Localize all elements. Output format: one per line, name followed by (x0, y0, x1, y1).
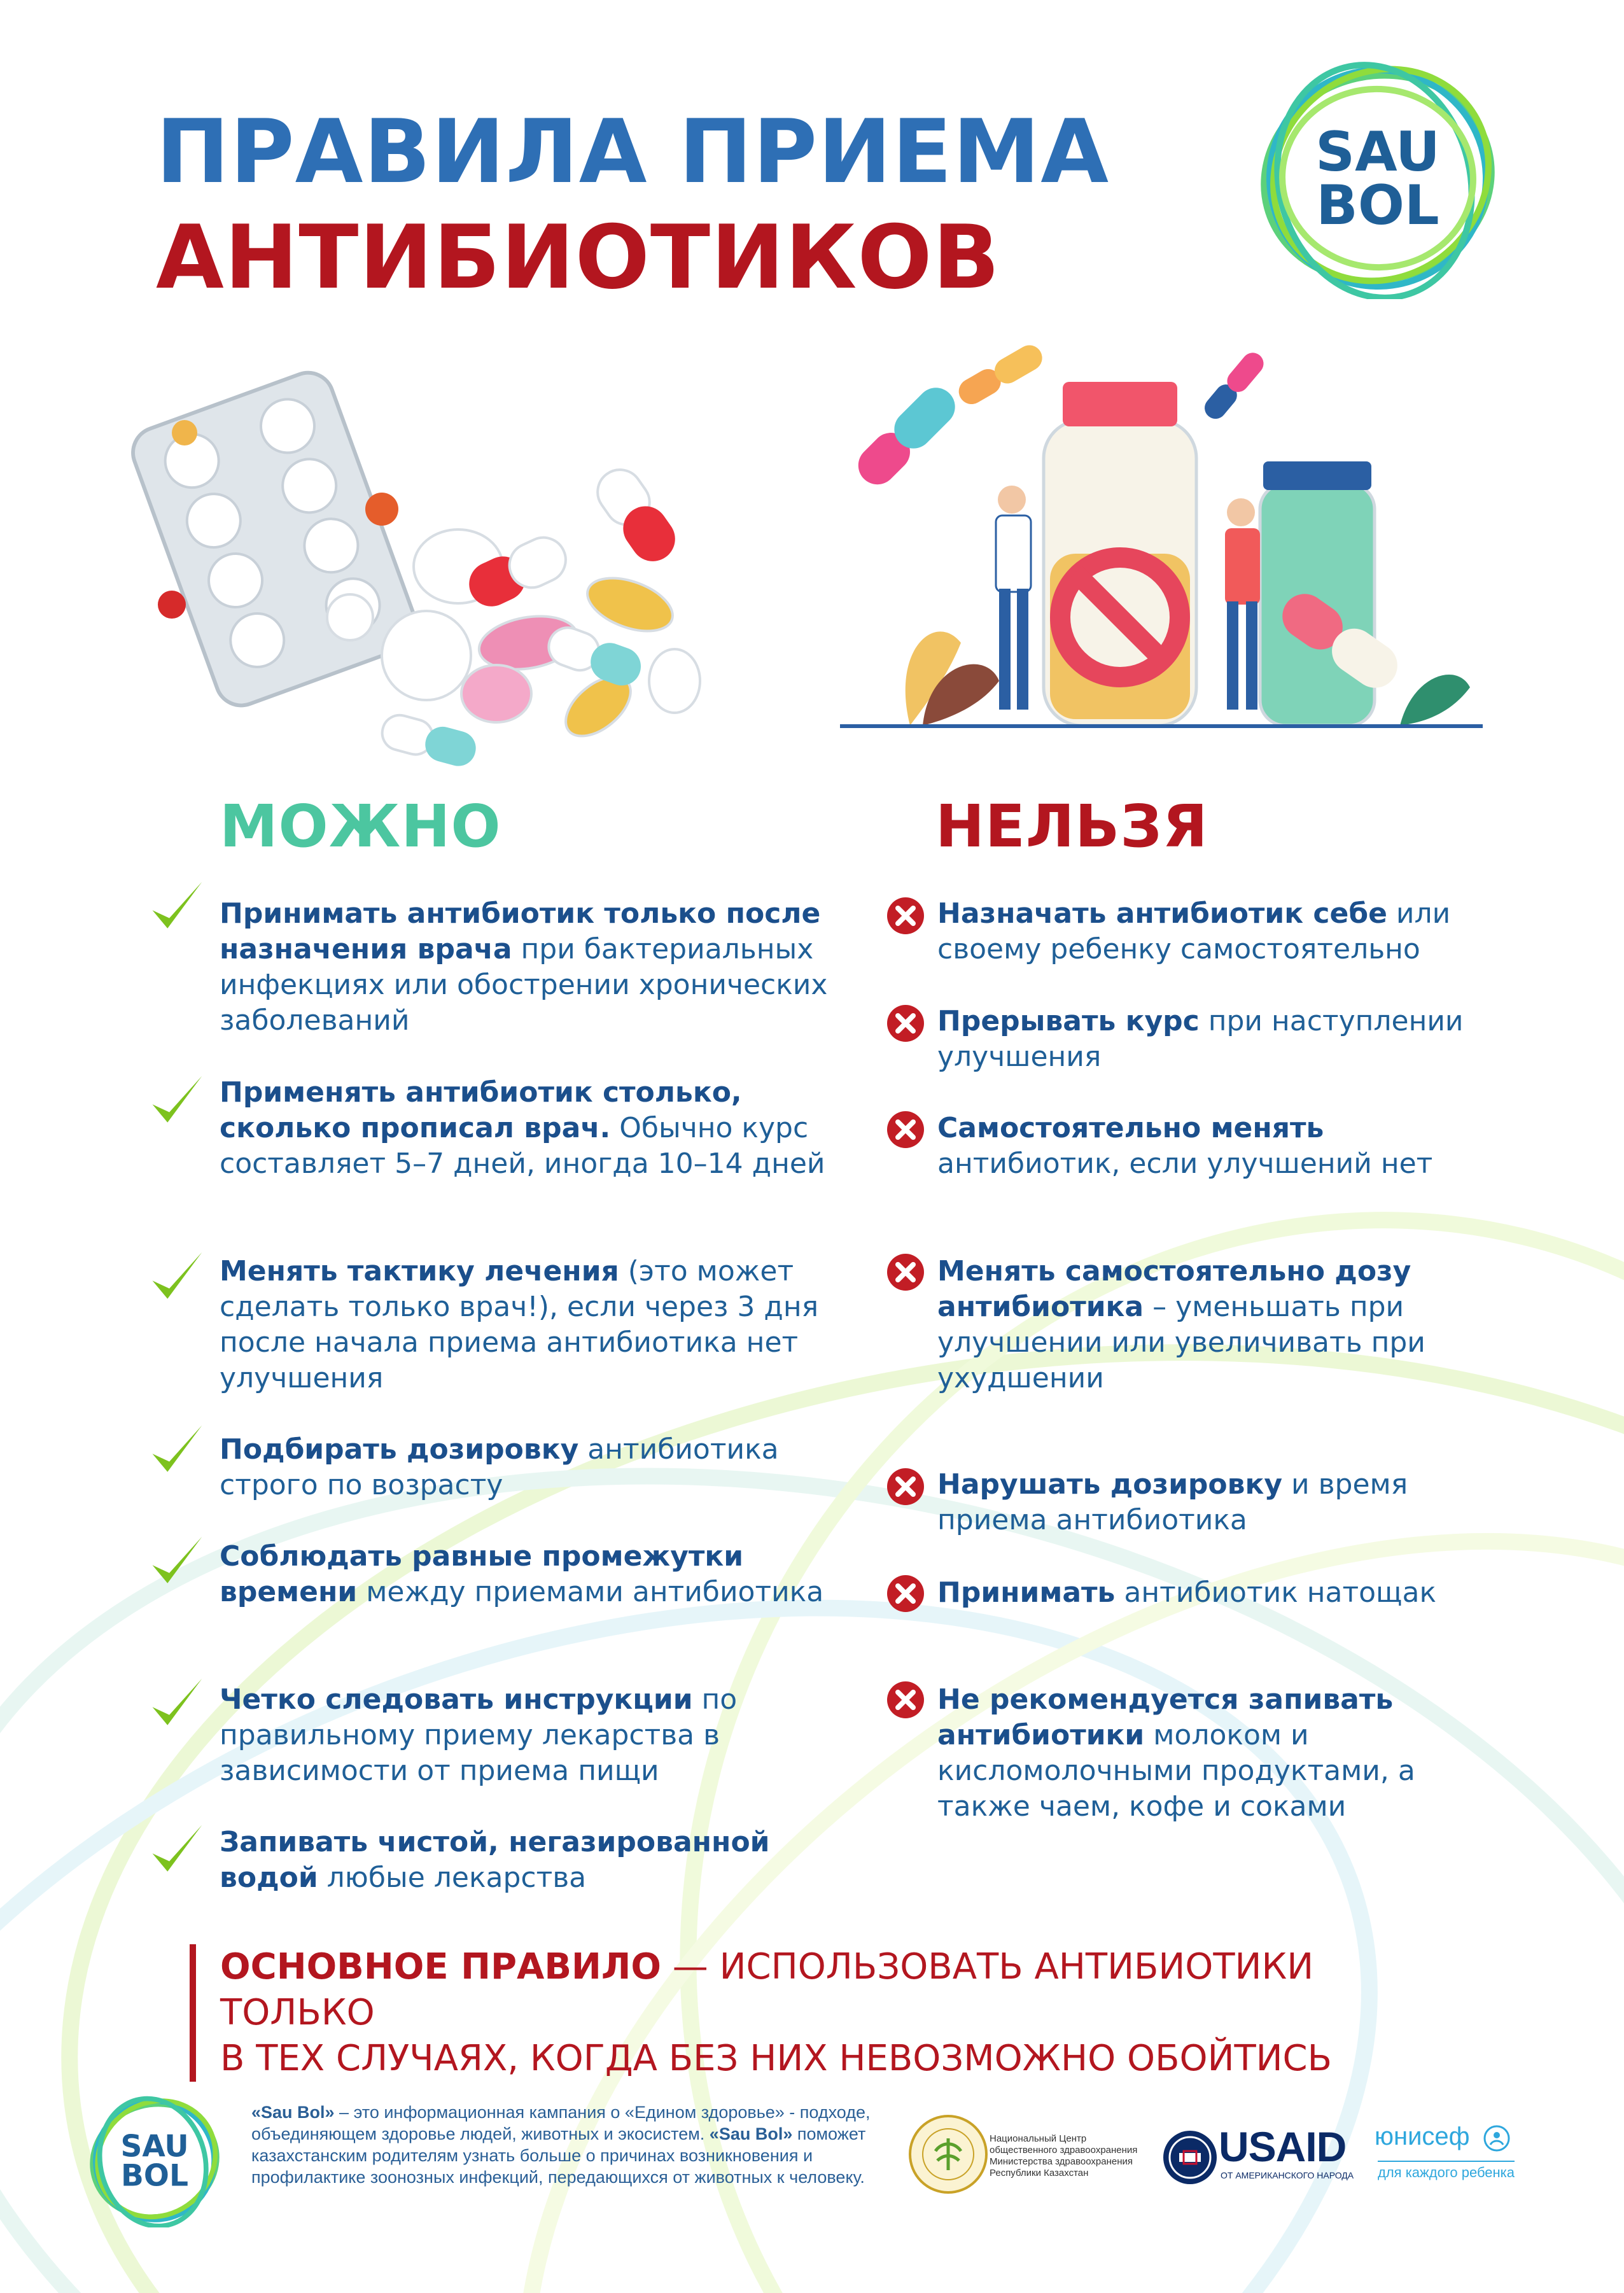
saubol-logo (1244, 57, 1511, 299)
cannot-item-7-bold: Не рекомендуется запивать антибиотики (937, 1683, 1394, 1751)
cross-icon (886, 1467, 925, 1506)
saubol-logo-small (81, 2094, 228, 2227)
cannot-item-2-bold: Прерывать курс (937, 1005, 1200, 1037)
can-heading: МОЖНО (220, 792, 501, 860)
cross-icon (886, 1252, 925, 1292)
pills-illustration (127, 350, 764, 796)
cross-icon (886, 1680, 925, 1720)
unicef-emblem-icon (1483, 2124, 1511, 2152)
national-center-text: Национальный Центр общественного здравоохранения Министерства здравоохранения Республики Казахстан (990, 2133, 1138, 2178)
forbidden-illustration (840, 344, 1483, 751)
page-title (156, 101, 1110, 309)
check-icon (146, 1674, 207, 1734)
usaid-wordmark: USAID (1219, 2123, 1347, 2170)
unicef-subtitle: для каждого ребенка (1378, 2161, 1515, 2181)
can-item-4-text: антибиотика строго по возрасту (220, 1433, 779, 1501)
can-item-6-bold: Четко следовать инструкции (220, 1683, 693, 1716)
can-item-5 (220, 1539, 830, 1610)
footer-description (251, 2101, 900, 2188)
cannot-item-3-bold: Самостоятельно менять (937, 1112, 1324, 1144)
can-item-3 (220, 1254, 830, 1396)
can-item-7-text: любые лекарства (318, 1862, 587, 1894)
check-icon (146, 1820, 207, 1881)
cannot-item-3-text: антибиотик, если улучшений нет (937, 1147, 1433, 1180)
cannot-item-3 (937, 1111, 1510, 1182)
can-item-5-text: между приемами антибиотика (357, 1576, 824, 1608)
can-item-3-text: (это может сделать только врач!), если через 3 дня после начала приема антибиотика нет улучшения (220, 1255, 819, 1394)
cannot-item-4-text: – уменьшать при улучшении или увеличивать при ухудшении (937, 1291, 1425, 1394)
title-line-2: АНТИБИОТИКОВ (156, 206, 1000, 309)
logo-text-1: SAU (1315, 120, 1440, 184)
can-item-5-bold: Соблюдать равные промежутки времени (220, 1540, 744, 1608)
can-item-4-bold: Подбирать дозировку (220, 1433, 579, 1466)
cannot-item-5-text: и время приема антибиотика (937, 1468, 1408, 1536)
cannot-item-4-bold: Менять самостоятельно дозу антибиотика (937, 1255, 1411, 1323)
cannot-item-1-text: или своему ребенку самостоятельно (937, 897, 1451, 965)
cross-icon (886, 1004, 925, 1043)
cannot-item-6 (937, 1575, 1510, 1611)
check-icon (146, 877, 207, 937)
can-item-1-text: при бактериальных инфекциях или обострении хронических заболеваний (220, 933, 828, 1037)
cannot-item-7 (937, 1682, 1510, 1825)
can-item-6 (220, 1682, 830, 1789)
footer-text-2: поможет казахстанским родителям узнать больше о причинах возникновения и профилактике зоонозных инфекций, передающихся от животных к человеку. (251, 2124, 866, 2187)
unicef-wordmark: юнисеф (1375, 2122, 1470, 2150)
check-icon (146, 1247, 207, 1308)
check-icon (146, 1532, 207, 1592)
can-item-4 (220, 1432, 830, 1503)
usaid-subtitle: ОТ АМЕРИКАНСКОГО НАРОДА (1221, 2170, 1354, 2180)
cannot-item-5-bold: Нарушать дозировку (937, 1468, 1283, 1501)
cannot-item-1 (937, 896, 1510, 967)
cross-icon (886, 896, 925, 936)
cannot-item-2-text: при наступлении улучшения (937, 1005, 1464, 1073)
can-item-2-bold: Применять антибиотик столько, сколько прописал врач. (220, 1076, 742, 1144)
can-item-6-text: по правильному приему лекарства в зависимости от приема пищи (220, 1683, 738, 1787)
cannot-item-6-bold: Принимать (937, 1576, 1116, 1609)
cannot-item-6-text: антибиотик натощак (1115, 1576, 1437, 1609)
title-line-1: ПРАВИЛА ПРИЕМА (156, 101, 1110, 203)
main-rule-text-1: — ИСПОЛЬЗОВАТЬ АНТИБИОТИКИ ТОЛЬКО (220, 1946, 1314, 2033)
check-icon (146, 1420, 207, 1481)
cannot-item-7-text: молоком и кисломолочными продуктами, а также чаем, кофе и соками (937, 1719, 1415, 1823)
cannot-item-5 (937, 1467, 1510, 1538)
logo-small-text-1: SAU (120, 2129, 189, 2164)
main-rule (190, 1944, 1462, 2082)
logo-text-2: BOL (1316, 174, 1439, 237)
can-item-7 (220, 1825, 830, 1896)
footer-brand-2: «Sau Bol» (709, 2124, 793, 2143)
can-item-3-bold: Менять тактику лечения (220, 1255, 619, 1287)
footer-text-1: – это информационная кампания о «Едином здоровье» - подходе, объединяющем здоровье людей, животных и экосистем. (251, 2103, 871, 2143)
check-icon (146, 1071, 207, 1132)
main-rule-bold: ОСНОВНОЕ ПРАВИЛО (220, 1946, 661, 1988)
can-item-1 (220, 896, 830, 1039)
cannot-item-2 (937, 1004, 1510, 1075)
logo-small-text-2: BOL (121, 2158, 188, 2194)
can-item-7-bold: Запивать чистой, негазированной водой (220, 1826, 770, 1894)
can-item-2-text: Обычно курс составляет 5–7 дней, иногда 10–14 дней (220, 1112, 825, 1180)
can-item-1-bold: Принимать антибиотик только после назначения врача (220, 897, 821, 965)
cannot-heading: НЕЛЬЗЯ (935, 792, 1208, 860)
can-item-2 (220, 1075, 830, 1182)
cross-icon (886, 1110, 925, 1149)
cross-icon (886, 1574, 925, 1613)
cannot-item-4 (937, 1254, 1510, 1396)
footer-brand-1: «Sau Bol» (251, 2103, 335, 2122)
main-rule-text-2: В ТЕХ СЛУЧАЯХ, КОГДА БЕЗ НИХ НЕВОЗМОЖНО ОБОЙТИСЬ (220, 2038, 1333, 2079)
cannot-item-1-bold: Назначать антибиотик себе (937, 897, 1387, 930)
